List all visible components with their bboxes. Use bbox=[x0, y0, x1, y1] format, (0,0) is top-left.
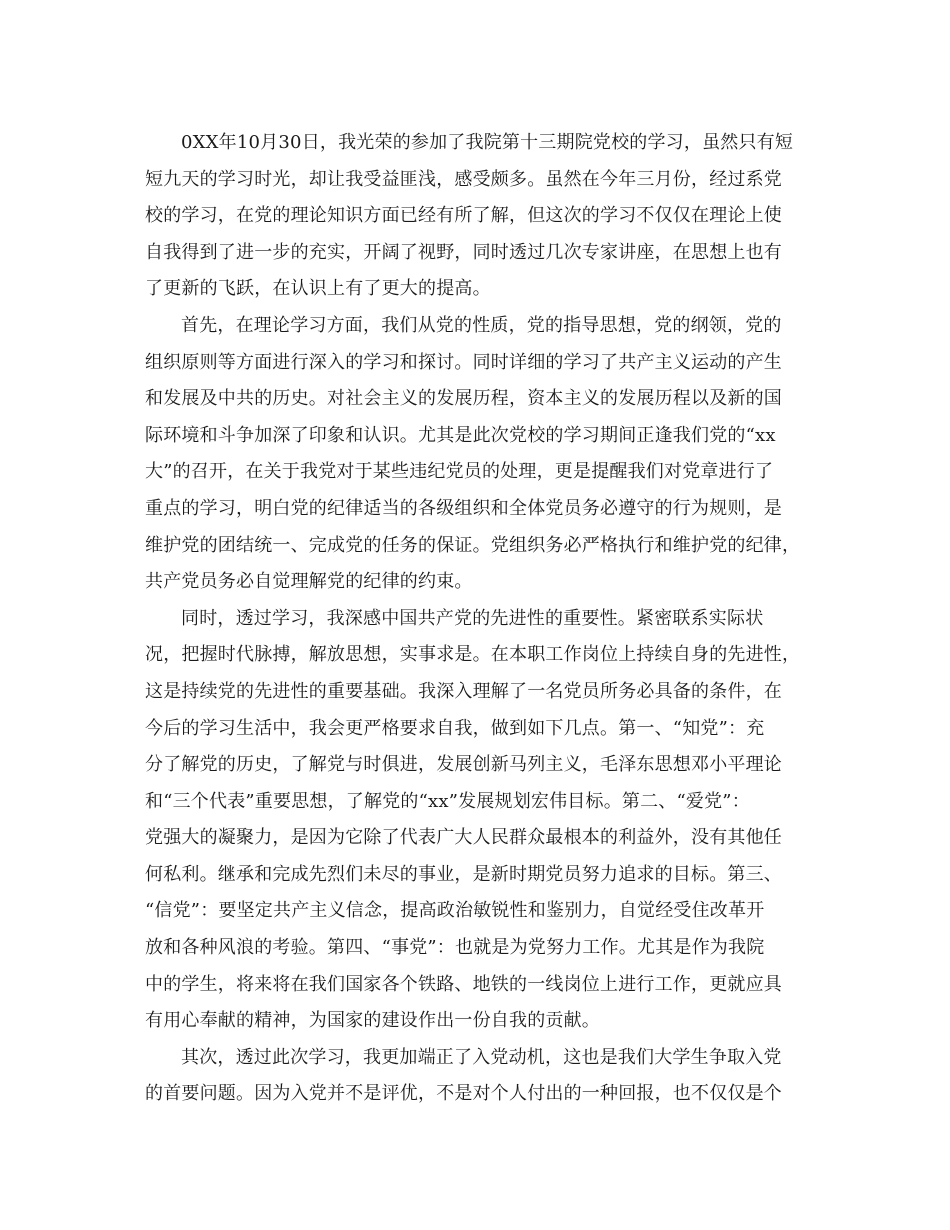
text-line: 维护党的团结统一、完成党的任务的保证。党组织务必严格执行和维护党的纪律， bbox=[145, 534, 801, 556]
text-line: 今后的学习生活中，我会更严格要求自我，做到如下几点。第一、“知党”：充 bbox=[145, 717, 765, 739]
text-line: 这是持续党的先进性的重要基础。我深入理解了一名党员所务必具备的条件，在 bbox=[145, 680, 782, 702]
document-body bbox=[145, 125, 805, 1113]
text-line: 有用心奉献的精神，为国家的建设作出一份自我的贡献。 bbox=[145, 1010, 600, 1032]
text-line: 和发展及中共的历史。对社会主义的发展历程，资本主义的发展历程以及新的国 bbox=[145, 388, 782, 410]
text-line: 党强大的凝聚力，是因为它除了代表广大人民群众最根本的利益外，没有其他任 bbox=[145, 827, 782, 849]
text-line: 组织原则等方面进行深入的学习和探讨。同时详细的学习了共产主义运动的产生 bbox=[145, 351, 782, 373]
text-line: 中的学生，将来将在我们国家各个铁路、地铁的一线岗位上进行工作，更就应具 bbox=[145, 973, 782, 995]
text-line: 际环境和斗争加深了印象和认识。尤其是此次党校的学习期间正逢我们党的“xx bbox=[145, 424, 776, 446]
text-line: 校的学习，在党的理论知识方面已经有所了解，但这次的学习不仅仅在理论上使 bbox=[145, 205, 782, 227]
text-line: 了更新的飞跃，在认识上有了更大的提高。 bbox=[145, 278, 491, 300]
text-line: 共产党员务必自觉理解党的纪律的约束。 bbox=[145, 571, 473, 593]
paragraph-first-line: 0XX年10月30日，我光荣的参加了我院第十三期院党校的学习，虽然只有短 bbox=[181, 132, 794, 153]
text-line: 的首要问题。因为入党并不是评优，不是对个人付出的一种回报，也不仅仅是个 bbox=[145, 1083, 782, 1105]
text-line: 况，把握时代脉搏，解放思想，实事求是。在本职工作岗位上持续自身的先进性， bbox=[145, 644, 801, 666]
text-line: 自我得到了进一步的充实，开阔了视野，同时透过几次专家讲座，在思想上也有 bbox=[145, 241, 782, 263]
text-line: 何私利。继承和完成先烈们未尽的事业，是新时期党员努力追求的目标。第三、 bbox=[145, 863, 782, 885]
text-line: 和“三个代表”重要思想，了解党的“xx”发展规划宏伟目标。第二、“爱党”： bbox=[145, 790, 750, 812]
paragraph-first-line: 同时，透过学习，我深感中国共产党的先进性的重要性。紧密联系实际状 bbox=[181, 607, 764, 629]
paragraph-first-line: 其次，透过此次学习，我更加端正了入党动机，这也是我们大学生争取入党 bbox=[181, 1046, 782, 1068]
text-line: 放和各种风浪的考验。第四、“事党”：也就是为党努力工作。尤其是作为我院 bbox=[145, 937, 765, 959]
text-line: 重点的学习，明白党的纪律适当的各级组织和全体党员务必遵守的行为规则，是 bbox=[145, 497, 782, 519]
paragraph-first-line: 首先，在理论学习方面，我们从党的性质，党的指导思想，党的纲领，党的 bbox=[181, 314, 782, 336]
text-line: 短九天的学习时光，却让我受益匪浅，感受颇多。虽然在今年三月份，经过系党 bbox=[145, 168, 782, 190]
text-line: 分了解党的历史，了解党与时俱进，发展创新马列主义，毛泽东思想邓小平理论 bbox=[145, 754, 782, 776]
text-line: “信党”：要坚定共产主义信念，提高政治敏锐性和鉴别力，自觉经受住改革开 bbox=[145, 900, 765, 922]
text-line: 大”的召开，在关于我党对于某些违纪党员的处理，更是提醒我们对党章进行了 bbox=[145, 461, 774, 483]
